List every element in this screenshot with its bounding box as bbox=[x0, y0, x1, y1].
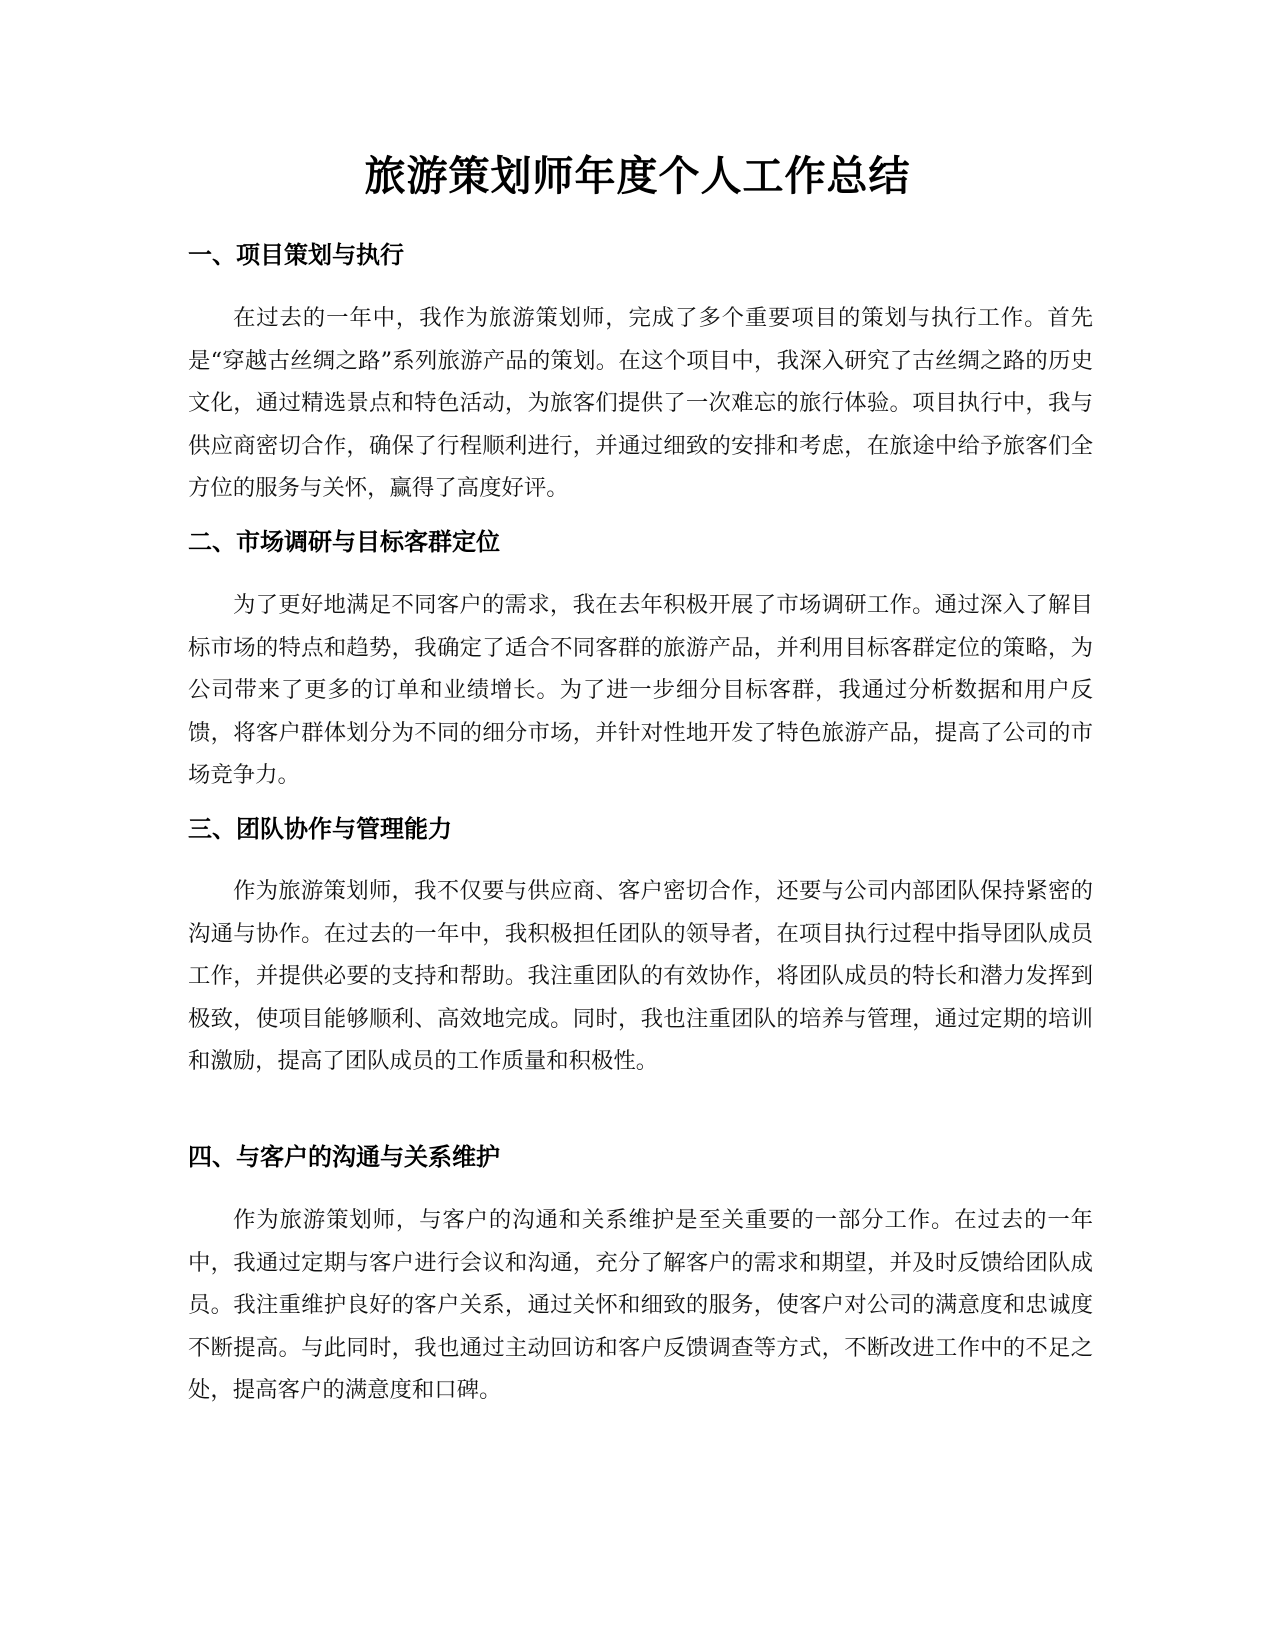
section-paragraph-1: 在过去的一年中，我作为旅游策划师，完成了多个重要项目的策划与执行工作。首先是“穿越古丝绸之路”系列旅游产品的策划。在这个项目中，我深入研究了古丝绸之路的历史文化，通过精选景点和特色活动，为旅客们提供了一次难忘的旅行体验。项目执行中，我与供应商密切合作，确保了行程顺利进行，并通过细致的安排和考虑，在旅途中给予旅客们全方位的服务与关怀，赢得了高度好评。 bbox=[188, 305, 1093, 501]
section-paragraph-2: 为了更好地满足不同客户的需求，我在去年积极开展了市场调研工作。通过深入了解目标市场的特点和趋势，我确定了适合不同客群的旅游产品，并利用目标客群定位的策略，为公司带来了更多的订单和业绩增长。为了进一步细分目标客群，我通过分析数据和用户反馈，将客户群体划分为不同的细分市场，并针对性地开发了特色旅游产品，提高了公司的市场竞争力。 bbox=[188, 592, 1093, 788]
document-title: 旅游策划师年度个人工作总结 bbox=[364, 152, 911, 200]
section-heading-3: 三、团队协作与管理能力 bbox=[188, 815, 452, 843]
section-paragraph-3: 作为旅游策划师，我不仅要与供应商、客户密切合作，还要与公司内部团队保持紧密的沟通与协作。在过去的一年中，我积极担任团队的领导者，在项目执行过程中指导团队成员工作，并提供必要的支持和帮助。我注重团队的有效协作，将团队成员的特长和潜力发挥到极致，使项目能够顺利、高效地完成。同时，我也注重团队的培养与管理，通过定期的培训和激励，提高了团队成员的工作质量和积极性。 bbox=[188, 878, 1093, 1074]
section-heading-1: 一、项目策划与执行 bbox=[188, 241, 404, 269]
section-paragraph-4: 作为旅游策划师，与客户的沟通和关系维护是至关重要的一部分工作。在过去的一年中，我通过定期与客户进行会议和沟通，充分了解客户的需求和期望，并及时反馈给团队成员。我注重维护良好的客户关系，通过关怀和细致的服务，使客户对公司的满意度和忠诚度不断提高。与此同时，我也通过主动回访和客户反馈调查等方式，不断改进工作中的不足之处，提高客户的满意度和口碑。 bbox=[188, 1207, 1093, 1403]
section-heading-4: 四、与客户的沟通与关系维护 bbox=[188, 1143, 500, 1171]
section-heading-2: 二、市场调研与目标客群定位 bbox=[188, 528, 500, 556]
